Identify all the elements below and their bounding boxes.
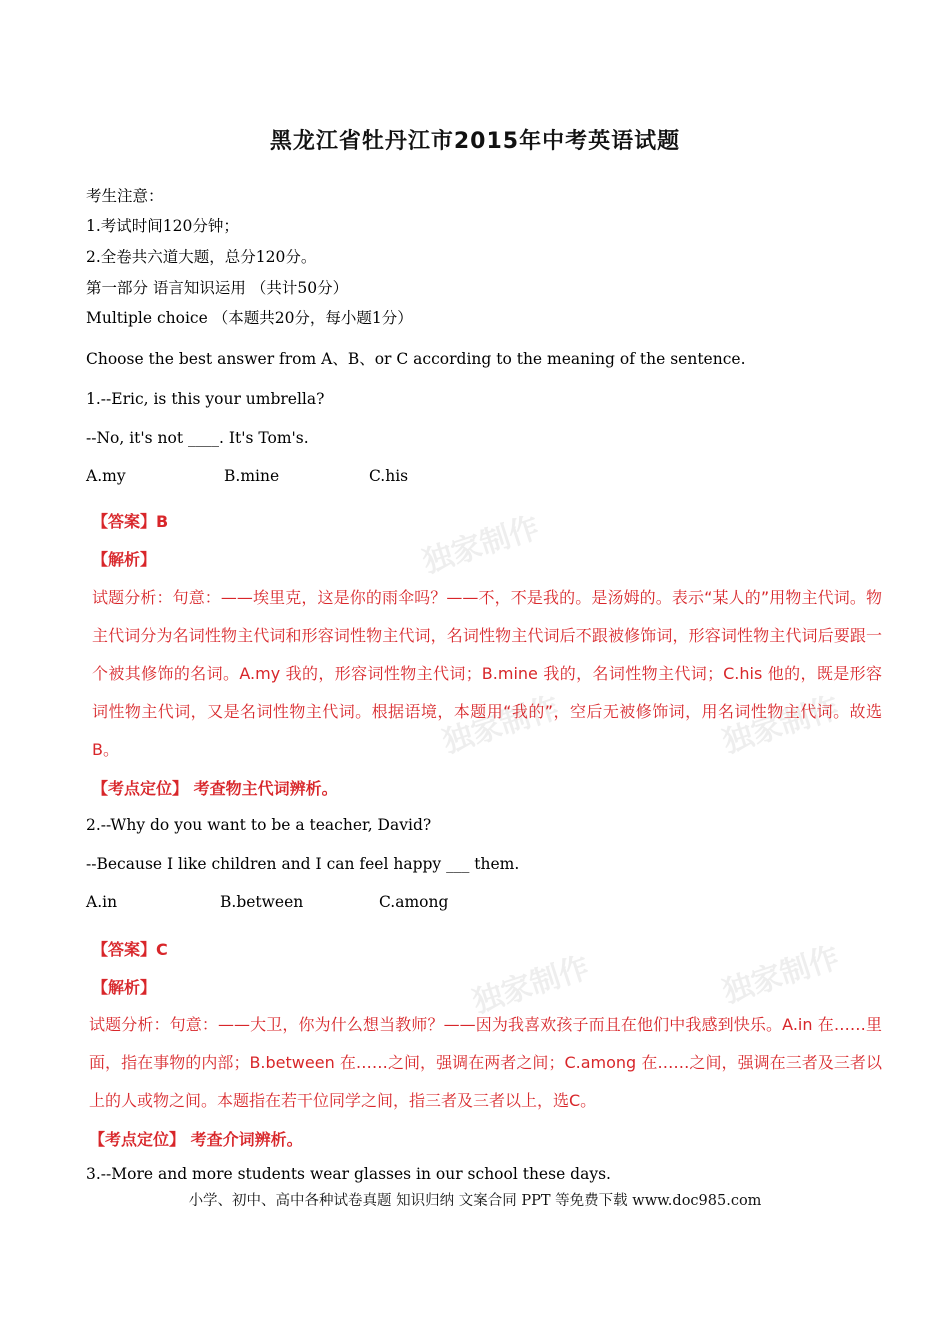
watermark: 独家制作 — [438, 690, 564, 761]
q1-point: 【考点定位】 考查物主代词辨析。 — [92, 779, 338, 798]
q1-option-a: A.my — [86, 467, 126, 485]
footer: 小学、初中、高中各种试卷真题 知识归纳 文案合同 PPT 等免费下载 www.doc985.com — [188, 1193, 762, 1209]
watermark: 独家制作 — [418, 510, 544, 581]
instruction: Choose the best answer from A、B、or C according to the meaning of the sentence. — [86, 350, 746, 368]
watermark: 独家制作 — [718, 940, 844, 1011]
section-heading: Multiple choice （本题共20分，每小题1分） — [86, 309, 413, 327]
q1-response: --No, it's not ____. It's Tom's. — [86, 429, 309, 447]
q2-response: --Because I like children and I can feel happy ___ them. — [86, 855, 520, 873]
q2-analysis-label: 【解析】 — [92, 978, 157, 997]
q1-answer: 【答案】B — [92, 512, 169, 531]
q2-option-c: C.among — [379, 893, 449, 911]
q2-answer: 【答案】C — [92, 940, 168, 959]
part-heading: 第一部分 语言知识运用 （共计50分） — [86, 279, 349, 297]
q2-option-b: B.between — [220, 893, 304, 911]
q2-option-a: A.in — [86, 893, 118, 911]
watermark: 独家制作 — [468, 950, 594, 1021]
note-item-1: 1.考试时间120分钟； — [86, 217, 239, 235]
q1-analysis-label: 【解析】 — [92, 550, 157, 569]
q1-analysis: 试题分析：句意：——埃里克，这是你的雨伞吗？——不，不是我的。是汤姆的。表示“某人的”用物主代词。物主代词分为名词性物主代词和形容词性物主代词，名词性物主代词后不跟被修饰词，形容词性物主代词后要跟一个被其修饰的名词。A.my 我的，形容词性物主代词；B.mine 我的，名词性物主代词；C.his 他的，既是形容词性物主代词，又是名词性物主代词。根据语境，本题用“我的”，空后无被修饰词，用名词性物主代词。故选B。 — [92, 588, 882, 759]
watermark: 独家制作 — [718, 690, 844, 761]
q2-analysis: 试题分析：句意：——大卫，你为什么想当教师？——因为我喜欢孩子而且在他们中我感到快乐。A.in 在……里面，指在事物的内部；B.between 在……之间，强调在两者之间；C.among 在……之间，强调在三者及三者以上的人或物之间。本题指在若干位同学之间，指三者及三者以上，选C。 — [89, 1015, 882, 1110]
q1-stem: 1.--Eric, is this your umbrella? — [86, 390, 325, 408]
notes-heading: 考生注意： — [86, 187, 164, 205]
note-item-2: 2.全卷共六道大题，总分120分。 — [86, 248, 317, 266]
q3-stem: 3.--More and more students wear glasses in our school these days. — [86, 1165, 611, 1183]
q2-point: 【考点定位】 考查介词辨析。 — [89, 1130, 303, 1149]
q1-option-c: C.his — [369, 467, 409, 485]
page-title: 黑龙江省牡丹江市2015年中考英语试题 — [269, 129, 681, 154]
q1-option-b: B.mine — [224, 467, 280, 485]
q2-stem: 2.--Why do you want to be a teacher, David? — [86, 816, 432, 834]
